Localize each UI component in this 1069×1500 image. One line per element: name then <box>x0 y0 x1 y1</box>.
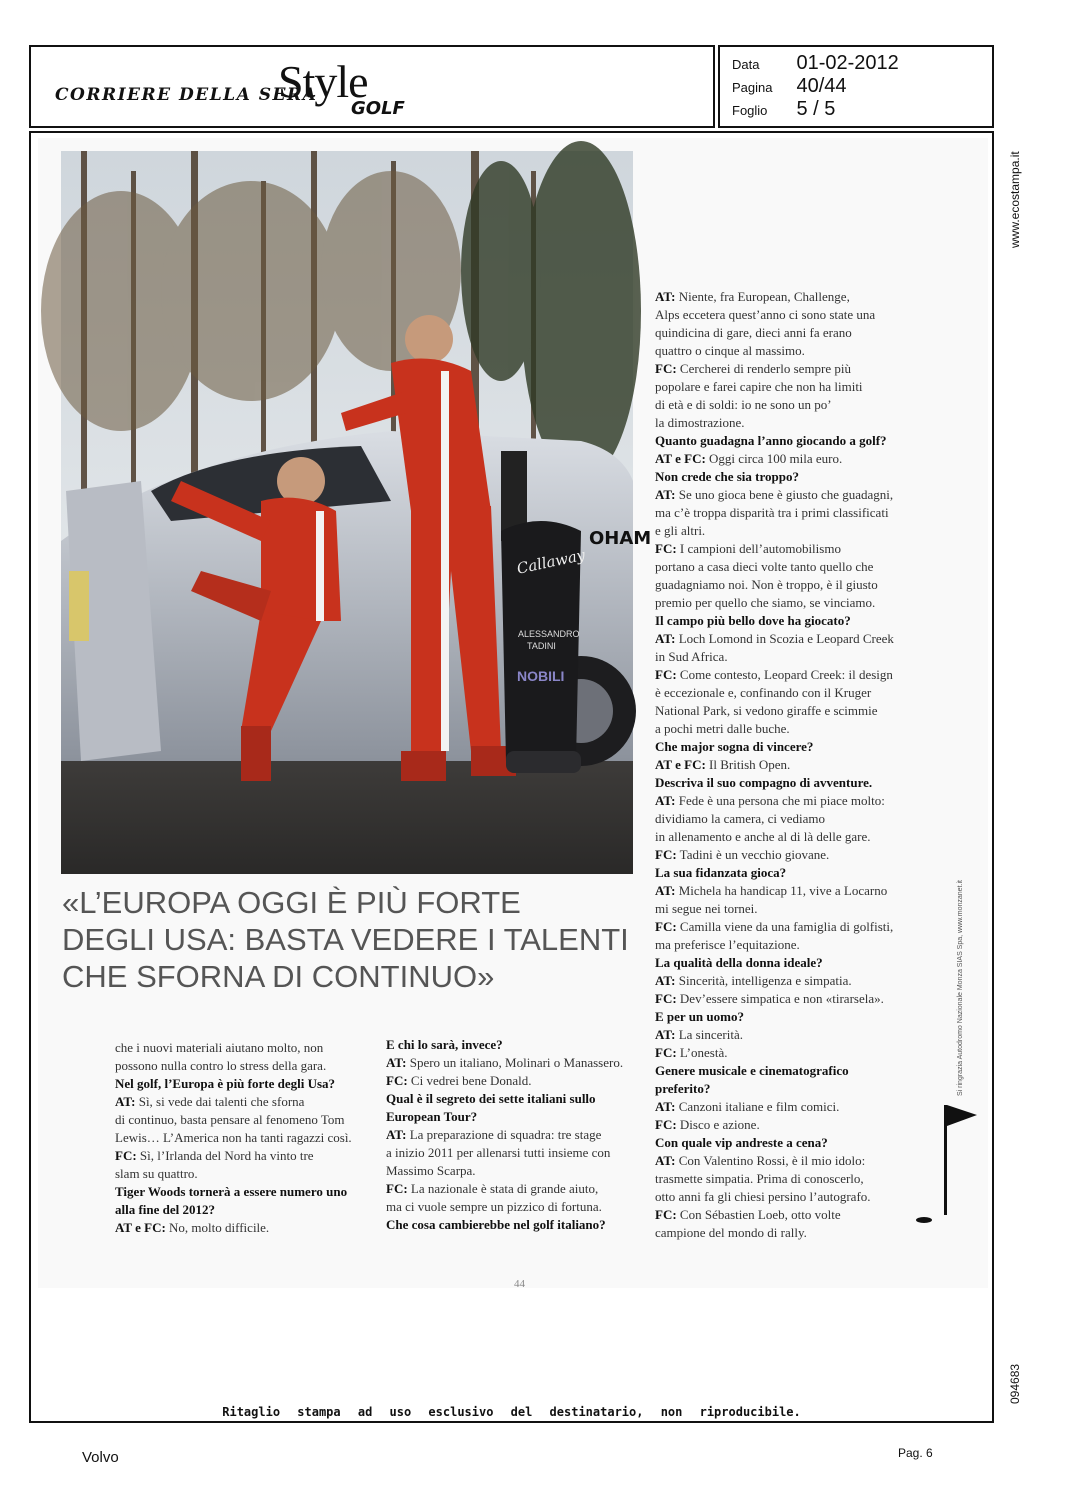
answer-line <box>655 990 925 1008</box>
line-text: che i nuovi materiali aiutano molto, non <box>115 1040 324 1055</box>
line-text: E per un uomo? <box>655 1009 744 1024</box>
meta-label: Data <box>732 57 760 72</box>
meta-value: 5 / 5 <box>796 98 836 120</box>
line-text: L’onestà. <box>676 1045 728 1060</box>
meta-row-page <box>732 75 847 98</box>
speaker-label: AT: <box>655 289 676 304</box>
line-text: Qual è il segreto dei sette italiani sullo <box>386 1091 596 1106</box>
pull-quote-line: CHE SFORNA DI CONTINUO» <box>62 959 495 994</box>
speaker-label: FC: <box>655 541 677 556</box>
question-line <box>655 432 925 450</box>
line-text: a pochi metri dalle buche. <box>655 721 790 736</box>
line-text: possono nulla contro lo stress della gara. <box>115 1058 327 1073</box>
line-text: quattro o cinque al massimo. <box>655 343 805 358</box>
answer-line <box>655 756 925 774</box>
question-line <box>115 1075 375 1093</box>
answer-line <box>386 1198 648 1216</box>
line-text: preferito? <box>655 1081 711 1096</box>
line-text: European Tour? <box>386 1109 478 1124</box>
answer-line <box>655 396 925 414</box>
speaker-label: FC: <box>115 1148 137 1163</box>
answer-line <box>655 810 925 828</box>
line-text: Con Sébastien Loeb, otto volte <box>676 1207 841 1222</box>
masthead-box <box>29 45 715 128</box>
answer-line <box>386 1072 648 1090</box>
answer-line <box>655 684 925 702</box>
line-text: Con Valentino Rossi, è il mio idolo: <box>675 1153 866 1168</box>
line-text: mi segue nei tornei. <box>655 901 758 916</box>
copyright-note: Ritaglio stampa ad uso esclusivo del destinatario, non riproducibile. <box>222 1405 801 1419</box>
line-text: Genere musicale e cinematografico <box>655 1063 849 1078</box>
line-text: Come contesto, Leopard Creek: il design <box>676 667 893 682</box>
line-text: Sincerità, intelligenza e simpatia. <box>675 973 852 988</box>
line-text: ma preferisce l’equitazione. <box>655 937 800 952</box>
speaker-label: FC: <box>655 991 677 1006</box>
speaker-label: FC: <box>655 1045 677 1060</box>
line-text: Il British Open. <box>705 757 791 772</box>
line-text: Fede è una persona che mi piace molto: <box>675 793 885 808</box>
answer-line <box>655 306 925 324</box>
question-line <box>655 612 925 630</box>
text-column-3 <box>655 288 925 1242</box>
speaker-label: AT: <box>386 1055 407 1070</box>
question-line <box>386 1108 648 1126</box>
answer-line <box>655 828 925 846</box>
speaker-label: AT e FC: <box>655 757 706 772</box>
speaker-label: FC: <box>655 361 677 376</box>
line-text: premio per quello che siamo, se vinciamo. <box>655 595 876 610</box>
line-text: Con quale vip andreste a cena? <box>655 1135 828 1150</box>
photo-credit: Si ringrazia Autodromo Nazionale Monza SIAS Spa, www.monzanet.it <box>957 880 964 1096</box>
speaker-label: FC: <box>655 1207 677 1222</box>
answer-line <box>655 1206 925 1224</box>
answer-line <box>655 882 925 900</box>
line-text: di età e di soldi: io ne sono un po’ <box>655 397 832 412</box>
line-text: La sincerità. <box>675 1027 743 1042</box>
line-text: Canzoni italiane e film comici. <box>675 1099 840 1114</box>
line-text: Che cosa cambierebbe nel golf italiano? <box>386 1217 606 1232</box>
question-line <box>655 774 925 792</box>
answer-line <box>655 324 925 342</box>
answer-line <box>655 450 925 468</box>
line-text: Camilla viene da una famiglia di golfisti, <box>676 919 894 934</box>
line-text: Spero un italiano, Molinari o Manassero. <box>406 1055 624 1070</box>
answer-line <box>655 522 925 540</box>
speaker-label: AT: <box>655 1153 676 1168</box>
line-text: Disco e azione. <box>676 1117 760 1132</box>
line-text: Sì, l’Irlanda del Nord ha vinto tre <box>136 1148 314 1163</box>
meta-value: 01-02-2012 <box>796 52 899 74</box>
line-text: Cercherei di renderlo sempre più <box>676 361 852 376</box>
bag-name: TADINI <box>527 641 556 651</box>
answer-line <box>655 288 925 306</box>
line-text: Descriva il suo compagno di avventure. <box>655 775 873 790</box>
speaker-label: AT: <box>655 631 676 646</box>
line-text: slam su quattro. <box>115 1166 198 1181</box>
client-name: Volvo <box>82 1449 119 1466</box>
speaker-label: AT: <box>115 1094 136 1109</box>
line-text: è eccezionale e, confinando con il Kruger <box>655 685 872 700</box>
answer-line <box>655 1098 925 1116</box>
question-line <box>655 738 925 756</box>
line-text: National Park, si vedono giraffe e scimmie <box>655 703 878 718</box>
speaker-label: AT: <box>655 1099 676 1114</box>
line-text: I campioni dell’automobilismo <box>676 541 841 556</box>
line-text: otto anni fa gli chiesi persino l’autografo. <box>655 1189 871 1204</box>
speaker-label: FC: <box>386 1073 408 1088</box>
line-text: Che major sogna di vincere? <box>655 739 814 754</box>
answer-line <box>115 1039 375 1057</box>
line-text: Nel golf, l’Europa è più forte degli Usa? <box>115 1076 336 1091</box>
line-text: La qualità della donna ideale? <box>655 955 823 970</box>
question-line <box>655 1080 925 1098</box>
speaker-label: AT e FC: <box>655 451 706 466</box>
line-text: in allenamento e anche al di là delle gare. <box>655 829 871 844</box>
question-line <box>655 864 925 882</box>
question-line <box>386 1036 648 1054</box>
pull-quote-line: «L’EUROPA OGGI È PIÙ FORTE <box>62 885 521 920</box>
line-text: popolare e farei capire che non ha limiti <box>655 379 863 394</box>
line-text: E chi lo sarà, invece? <box>386 1037 503 1052</box>
golf-flag-icon <box>912 1100 982 1230</box>
answer-line <box>655 1188 925 1206</box>
photo-illustration <box>61 151 652 874</box>
answer-line <box>655 1224 925 1242</box>
answer-line <box>386 1144 648 1162</box>
speaker-label: FC: <box>386 1181 408 1196</box>
answer-line <box>655 648 925 666</box>
speaker-label: AT: <box>386 1127 407 1142</box>
text-column-1 <box>115 1039 375 1237</box>
answer-line <box>655 558 925 576</box>
bag-brand: Callaway <box>515 545 587 578</box>
answer-line <box>386 1162 648 1180</box>
speaker-label: FC: <box>655 1117 677 1132</box>
speaker-label: AT: <box>655 883 676 898</box>
answer-line <box>386 1054 648 1072</box>
question-line <box>115 1201 375 1219</box>
speaker-label: AT: <box>655 793 676 808</box>
line-text: La sua fidanzata gioca? <box>655 865 787 880</box>
answer-line <box>655 594 925 612</box>
speaker-label: FC: <box>655 847 677 862</box>
line-text: la dimostrazione. <box>655 415 745 430</box>
line-text: dividiamo la camera, ci vediamo <box>655 811 826 826</box>
line-text: Dev’essere simpatica e non «tirarsela». <box>676 991 884 1006</box>
line-text: Oggi circa 100 mila euro. <box>705 451 843 466</box>
answer-line <box>655 900 925 918</box>
bag-name: ALESSANDRO <box>518 629 580 639</box>
speaker-label: AT: <box>655 973 676 988</box>
line-text: Sì, si vede dai talenti che sforna <box>135 1094 305 1109</box>
line-text: ma ci vuole sempre un pizzico di fortuna. <box>386 1199 602 1214</box>
answer-line <box>655 576 925 594</box>
line-text: Ci vedrei bene Donald. <box>407 1073 532 1088</box>
line-text: Se uno gioca bene è giusto che guadagni, <box>675 487 894 502</box>
line-text: Il campo più bello dove ha giocato? <box>655 613 851 628</box>
magazine-sub-logo: GOLF <box>351 98 405 119</box>
answer-line <box>655 1026 925 1044</box>
website-label: www.ecostampa.it <box>1008 151 1022 248</box>
meta-row-date <box>732 52 899 75</box>
line-text: portano a casa dieci volte tanto quello che <box>655 559 874 574</box>
answer-line <box>115 1111 375 1129</box>
answer-line <box>655 720 925 738</box>
line-text: Loch Lomond in Scozia e Leopard Creek <box>675 631 894 646</box>
line-text: di continuo, basta pensare al fenomeno Tom <box>115 1112 345 1127</box>
answer-line <box>386 1180 648 1198</box>
answer-line <box>655 666 925 684</box>
line-text: trasmette simpatia. Prima di conoscerlo, <box>655 1171 864 1186</box>
answer-line <box>115 1219 375 1237</box>
line-text: Alps eccetera quest’anno ci sono state una <box>655 307 876 322</box>
newspaper-name: CORRIERE DELLA SERA <box>55 85 318 105</box>
article-photo <box>61 151 652 874</box>
question-line <box>115 1183 375 1201</box>
answer-line <box>655 792 925 810</box>
answer-line <box>115 1129 375 1147</box>
answer-line <box>655 342 925 360</box>
meta-row-sheet <box>732 98 835 121</box>
answer-line <box>655 1152 925 1170</box>
answer-line <box>655 360 925 378</box>
answer-line <box>115 1057 375 1075</box>
line-text: Quanto guadagna l’anno giocando a golf? <box>655 433 887 448</box>
meta-value: 40/44 <box>796 75 847 97</box>
line-text: campione del mondo di rally. <box>655 1225 807 1240</box>
line-text: No, molto difficile. <box>165 1220 270 1235</box>
text-column-2 <box>386 1036 648 1234</box>
report-page-number: Pag. 6 <box>898 1446 933 1460</box>
line-text: La nazionale è stata di grande aiuto, <box>407 1181 599 1196</box>
question-line <box>655 1134 925 1152</box>
line-text: Lewis… L’America non ha tanti ragazzi così. <box>115 1130 352 1145</box>
line-text: La preparazione di squadra: tre stage <box>406 1127 602 1142</box>
answer-line <box>655 504 925 522</box>
bag-sponsor: NOBILI <box>517 668 565 684</box>
question-line <box>386 1090 648 1108</box>
question-line <box>386 1216 648 1234</box>
line-text: Niente, fra European, Challenge, <box>675 289 850 304</box>
answer-line <box>655 1044 925 1062</box>
answer-line <box>655 972 925 990</box>
speaker-label: AT e FC: <box>115 1220 166 1235</box>
speaker-label: AT: <box>655 1027 676 1042</box>
answer-line <box>115 1165 375 1183</box>
magazine-logo: Style <box>278 56 368 107</box>
answer-line <box>655 486 925 504</box>
line-text: Non crede che sia troppo? <box>655 469 799 484</box>
question-line <box>655 954 925 972</box>
line-text: Michela ha handicap 11, vive a Locarno <box>675 883 888 898</box>
line-text: quindicina di gare, dieci anni fa erano <box>655 325 852 340</box>
speaker-label: FC: <box>655 667 677 682</box>
question-line <box>655 468 925 486</box>
speaker-label: FC: <box>655 919 677 934</box>
car-text: OHAM <box>589 528 652 549</box>
answer-line <box>115 1147 375 1165</box>
answer-line <box>655 702 925 720</box>
meta-label: Foglio <box>732 103 768 118</box>
line-text: ma c’è troppa disparità tra i primi classificati <box>655 505 889 520</box>
line-text: Tiger Woods tornerà a essere numero uno <box>115 1184 348 1199</box>
answer-line <box>386 1126 648 1144</box>
answer-line <box>655 918 925 936</box>
answer-line <box>655 378 925 396</box>
answer-line <box>655 414 925 432</box>
clip-code: 094683 <box>1008 1363 1022 1404</box>
question-line <box>655 1062 925 1080</box>
pull-quote <box>62 884 652 995</box>
answer-line <box>115 1093 375 1111</box>
meta-label: Pagina <box>732 80 773 95</box>
metadata-box <box>718 45 994 128</box>
pull-quote-line: DEGLI USA: BASTA VEDERE I TALENTI <box>62 922 629 957</box>
magazine-page-number: 44 <box>514 1278 525 1290</box>
line-text: Massimo Scarpa. <box>386 1163 476 1178</box>
line-text: Tadini è un vecchio giovane. <box>676 847 830 862</box>
question-line <box>655 1008 925 1026</box>
answer-line <box>655 1170 925 1188</box>
answer-line <box>655 846 925 864</box>
line-text: guadagniamo noi. Non è troppo, è il giusto <box>655 577 878 592</box>
answer-line <box>655 540 925 558</box>
line-text: e gli altri. <box>655 523 706 538</box>
answer-line <box>655 1116 925 1134</box>
answer-line <box>655 630 925 648</box>
speaker-label: AT: <box>655 487 676 502</box>
answer-line <box>655 936 925 954</box>
line-text: a inizio 2011 per allenarsi tutti insieme con <box>386 1145 611 1160</box>
line-text: in Sud Africa. <box>655 649 728 664</box>
line-text: alla fine del 2012? <box>115 1202 216 1217</box>
